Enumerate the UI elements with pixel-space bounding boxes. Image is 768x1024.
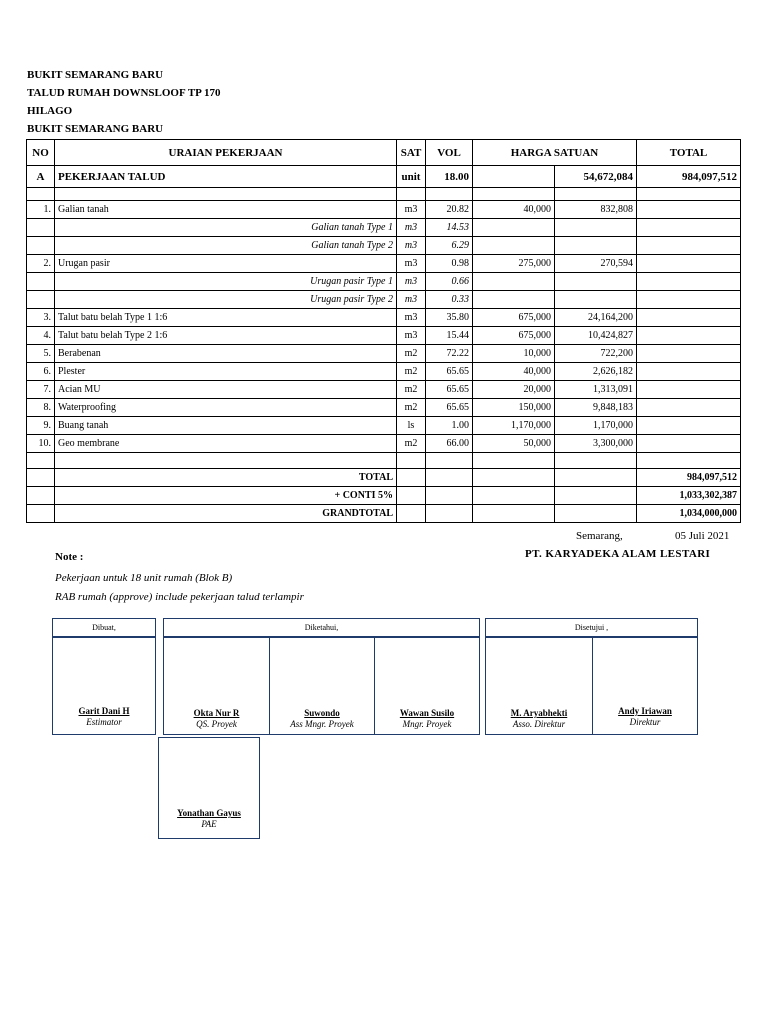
total-empty xyxy=(397,505,426,523)
item-uraian: Galian tanah xyxy=(55,201,397,219)
item-row xyxy=(27,381,741,399)
spacer-cell xyxy=(55,453,397,469)
item-total-empty xyxy=(637,219,741,237)
item-sat: m3 xyxy=(397,219,426,237)
col-total: TOTAL xyxy=(637,140,741,166)
total-empty xyxy=(426,505,473,523)
item-total-empty xyxy=(637,255,741,273)
item-harga: 150,000 xyxy=(473,399,555,417)
item-sat: m3 xyxy=(397,237,426,255)
item-row xyxy=(27,363,741,381)
disetujui-label: Disetujui , xyxy=(485,618,698,637)
total-label: GRANDTOTAL xyxy=(55,505,397,523)
item-jumlah xyxy=(555,219,637,237)
item-harga: 40,000 xyxy=(473,363,555,381)
item-jumlah: 1,313,091 xyxy=(555,381,637,399)
item-jumlah: 832,808 xyxy=(555,201,637,219)
item-uraian: Buang tanah xyxy=(55,417,397,435)
rab-table xyxy=(26,139,741,523)
item-row xyxy=(27,201,741,219)
item-no xyxy=(27,291,55,309)
signer-position: Estimator xyxy=(86,717,122,727)
sub-item-row xyxy=(27,273,741,291)
item-total-empty xyxy=(637,237,741,255)
item-uraian: Talut batu belah Type 1 1:6 xyxy=(55,309,397,327)
item-uraian: Galian tanah Type 2 xyxy=(55,237,397,255)
item-no xyxy=(27,273,55,291)
signature-ass-mngr xyxy=(269,708,375,730)
item-no xyxy=(27,219,55,237)
item-row xyxy=(27,309,741,327)
col-uraian: URAIAN PEKERJAAN xyxy=(55,140,397,166)
item-total-empty xyxy=(637,201,741,219)
item-row xyxy=(27,327,741,345)
total-value: 1,033,302,387 xyxy=(637,487,741,505)
total-empty xyxy=(27,505,55,523)
signature-mngr xyxy=(374,708,480,730)
section-uraian: PEKERJAAN TALUD xyxy=(55,166,397,188)
item-total-empty xyxy=(637,363,741,381)
item-no: 7. xyxy=(27,381,55,399)
item-uraian: Geo membrane xyxy=(55,435,397,453)
item-vol: 20.82 xyxy=(426,201,473,219)
item-vol: 66.00 xyxy=(426,435,473,453)
item-no: 6. xyxy=(27,363,55,381)
item-jumlah: 24,164,200 xyxy=(555,309,637,327)
spacer-cell xyxy=(473,453,555,469)
section-sat: unit xyxy=(397,166,426,188)
total-empty xyxy=(473,469,555,487)
header-line-3: HILAGO xyxy=(27,105,73,117)
item-sat: m2 xyxy=(397,435,426,453)
item-uraian: Galian tanah Type 1 xyxy=(55,219,397,237)
item-row xyxy=(27,345,741,363)
item-vol: 72.22 xyxy=(426,345,473,363)
signer-name: Okta Nur R xyxy=(193,708,240,718)
item-vol: 35.80 xyxy=(426,309,473,327)
signer-position: Direktur xyxy=(629,717,661,727)
signer-name: Wawan Susilo xyxy=(399,708,455,718)
note-line-1: Pekerjaan untuk 18 unit rumah (Blok B) xyxy=(55,572,233,584)
item-sat: m3 xyxy=(397,291,426,309)
total-row xyxy=(27,469,741,487)
spacer-cell xyxy=(555,453,637,469)
item-jumlah: 722,200 xyxy=(555,345,637,363)
total-value: 1,034,000,000 xyxy=(637,505,741,523)
item-vol: 14.53 xyxy=(426,219,473,237)
item-sat: m2 xyxy=(397,399,426,417)
signer-name: M. Aryabhekti xyxy=(510,708,568,718)
item-uraian: Acian MU xyxy=(55,381,397,399)
item-harga: 275,000 xyxy=(473,255,555,273)
spacer-row xyxy=(27,453,741,469)
item-harga: 675,000 xyxy=(473,327,555,345)
item-harga: 40,000 xyxy=(473,201,555,219)
total-empty xyxy=(555,505,637,523)
total-empty xyxy=(473,505,555,523)
place-text: Semarang, xyxy=(576,530,623,542)
header-line-1: BUKIT SEMARANG BARU xyxy=(27,69,164,81)
total-empty xyxy=(397,487,426,505)
signer-name: Garit Dani H xyxy=(78,706,130,716)
company-name: PT. KARYADEKA ALAM LESTARI xyxy=(525,548,711,560)
item-total-empty xyxy=(637,381,741,399)
sub-item-row xyxy=(27,219,741,237)
section-empty xyxy=(473,166,555,188)
total-empty xyxy=(27,469,55,487)
col-harga: HARGA SATUAN xyxy=(473,140,637,166)
item-jumlah: 9,848,183 xyxy=(555,399,637,417)
header-line-2: TALUD RUMAH DOWNSLOOF TP 170 xyxy=(27,87,221,99)
section-harga: 54,672,084 xyxy=(555,166,637,188)
item-total-empty xyxy=(637,291,741,309)
signer-position: Ass Mngr. Proyek xyxy=(290,719,354,729)
item-jumlah: 10,424,827 xyxy=(555,327,637,345)
item-sat: m3 xyxy=(397,201,426,219)
section-vol: 18.00 xyxy=(426,166,473,188)
item-sat: ls xyxy=(397,417,426,435)
item-sat: m3 xyxy=(397,273,426,291)
spacer-cell xyxy=(637,453,741,469)
signer-position: PAE xyxy=(201,819,217,829)
table-header-row xyxy=(27,140,741,166)
spacer-cell xyxy=(397,453,426,469)
item-total-empty xyxy=(637,399,741,417)
item-no: 4. xyxy=(27,327,55,345)
note-title: Note : xyxy=(55,551,84,563)
item-uraian: Talut batu belah Type 2 1:6 xyxy=(55,327,397,345)
note-line-2: RAB rumah (approve) include pekerjaan talud terlampir xyxy=(55,591,304,603)
total-empty xyxy=(426,487,473,505)
total-empty xyxy=(555,487,637,505)
signer-name: Yonathan Gayus xyxy=(177,808,241,818)
item-row xyxy=(27,399,741,417)
item-sat: m2 xyxy=(397,345,426,363)
item-jumlah: 2,626,182 xyxy=(555,363,637,381)
signature-pae xyxy=(158,808,260,830)
item-vol: 0.98 xyxy=(426,255,473,273)
item-uraian: Urugan pasir Type 1 xyxy=(55,273,397,291)
col-no: NO xyxy=(27,140,55,166)
signature-asso-direktur xyxy=(485,708,593,730)
item-uraian: Waterproofing xyxy=(55,399,397,417)
total-empty xyxy=(555,469,637,487)
item-jumlah xyxy=(555,273,637,291)
signer-name: Suwondo xyxy=(304,708,340,718)
sub-item-row xyxy=(27,291,741,309)
signer-position: QS. Proyek xyxy=(196,719,237,729)
item-vol: 15.44 xyxy=(426,327,473,345)
item-vol: 1.00 xyxy=(426,417,473,435)
col-sat: SAT xyxy=(397,140,426,166)
item-total-empty xyxy=(637,309,741,327)
item-vol: 65.65 xyxy=(426,363,473,381)
col-vol: VOL xyxy=(426,140,473,166)
item-vol: 65.65 xyxy=(426,399,473,417)
item-vol: 0.66 xyxy=(426,273,473,291)
item-uraian: Urugan pasir xyxy=(55,255,397,273)
item-no: 3. xyxy=(27,309,55,327)
signer-name: Andy Iriawan xyxy=(618,706,672,716)
item-harga: 675,000 xyxy=(473,309,555,327)
total-row xyxy=(27,487,741,505)
total-value: 984,097,512 xyxy=(637,469,741,487)
signer-position: Asso. Direktur xyxy=(512,719,566,729)
total-row xyxy=(27,505,741,523)
item-sat: m2 xyxy=(397,381,426,399)
item-total-empty xyxy=(637,327,741,345)
item-row xyxy=(27,255,741,273)
item-uraian: Berabenan xyxy=(55,345,397,363)
document-header xyxy=(27,66,221,138)
header-line-4: BUKIT SEMARANG BARU xyxy=(27,123,164,135)
item-no xyxy=(27,237,55,255)
item-sat: m3 xyxy=(397,309,426,327)
total-label: + CONTI 5% xyxy=(55,487,397,505)
item-uraian: Plester xyxy=(55,363,397,381)
item-vol: 0.33 xyxy=(426,291,473,309)
item-no: 8. xyxy=(27,399,55,417)
item-no: 9. xyxy=(27,417,55,435)
item-vol: 6.29 xyxy=(426,237,473,255)
item-jumlah xyxy=(555,291,637,309)
item-jumlah: 3,300,000 xyxy=(555,435,637,453)
item-total-empty xyxy=(637,417,741,435)
dibuat-label: Dibuat, xyxy=(52,618,156,637)
item-row xyxy=(27,435,741,453)
item-total-empty xyxy=(637,435,741,453)
section-total: 984,097,512 xyxy=(637,166,741,188)
item-harga xyxy=(473,273,555,291)
spacer-row xyxy=(27,188,741,201)
spacer-cell xyxy=(27,453,55,469)
section-no: A xyxy=(27,166,55,188)
signature-qs xyxy=(163,708,270,730)
item-harga: 20,000 xyxy=(473,381,555,399)
item-harga: 10,000 xyxy=(473,345,555,363)
item-harga: 50,000 xyxy=(473,435,555,453)
item-sat: m3 xyxy=(397,255,426,273)
signer-position: Mngr. Proyek xyxy=(402,719,452,729)
signature-estimator xyxy=(52,706,156,728)
item-vol: 65.65 xyxy=(426,381,473,399)
date-text: 05 Juli 2021 xyxy=(675,530,730,542)
item-sat: m3 xyxy=(397,327,426,345)
item-jumlah: 1,170,000 xyxy=(555,417,637,435)
signature-direktur xyxy=(592,706,698,728)
sub-item-row xyxy=(27,237,741,255)
item-no: 5. xyxy=(27,345,55,363)
item-jumlah xyxy=(555,237,637,255)
item-sat: m2 xyxy=(397,363,426,381)
item-no: 2. xyxy=(27,255,55,273)
item-no: 10. xyxy=(27,435,55,453)
total-empty xyxy=(27,487,55,505)
spacer-cell xyxy=(426,453,473,469)
item-harga: 1,170,000 xyxy=(473,417,555,435)
item-jumlah: 270,594 xyxy=(555,255,637,273)
section-row xyxy=(27,166,741,188)
item-harga xyxy=(473,237,555,255)
total-label: TOTAL xyxy=(55,469,397,487)
total-empty xyxy=(397,469,426,487)
total-empty xyxy=(473,487,555,505)
item-uraian: Urugan pasir Type 2 xyxy=(55,291,397,309)
diketahui-label: Diketahui, xyxy=(163,618,480,637)
item-total-empty xyxy=(637,273,741,291)
item-total-empty xyxy=(637,345,741,363)
item-no: 1. xyxy=(27,201,55,219)
item-harga xyxy=(473,291,555,309)
total-empty xyxy=(426,469,473,487)
item-harga xyxy=(473,219,555,237)
item-row xyxy=(27,417,741,435)
